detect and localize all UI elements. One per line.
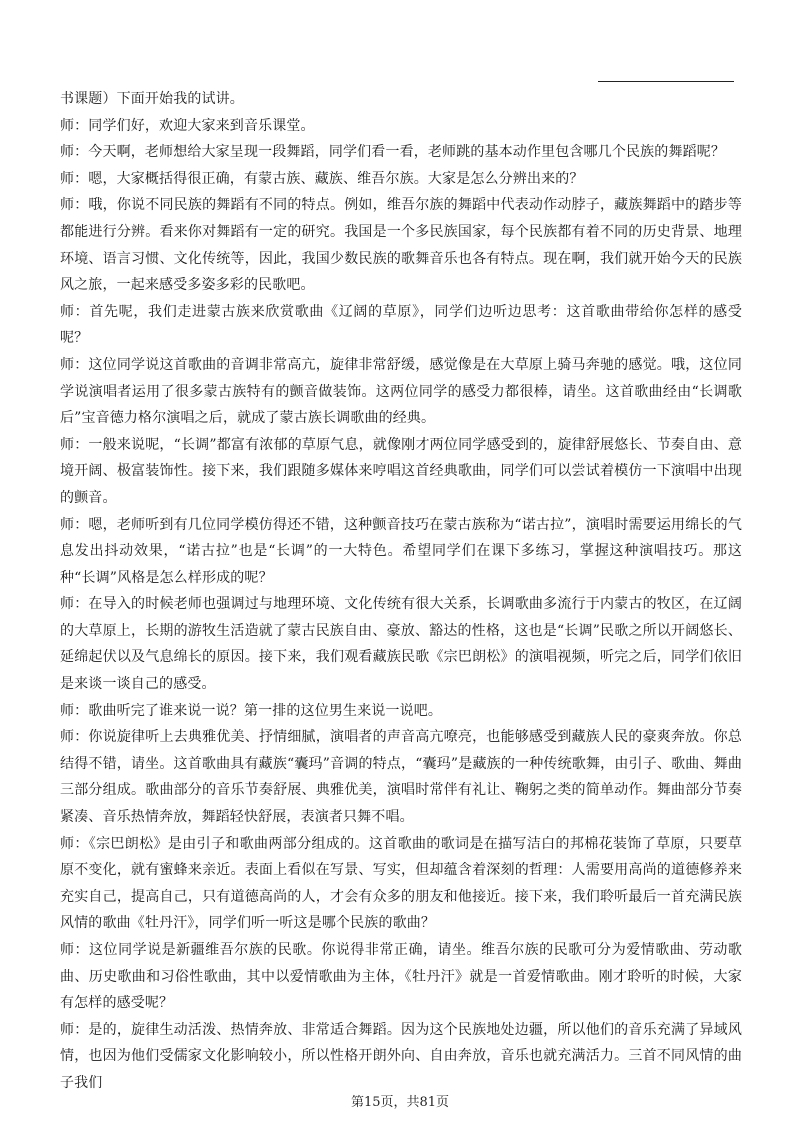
paragraph: 师：是的，旋律生动活泼、热情奔放、非常适合舞蹈。因为这个民族地处边疆，所以他们的音乐充满了异域风情，也因为他们受儒家文化影响较小，所以性格开朗外向、自由奔放，音乐也就充满活力。三首不同风情的曲子我们 (60, 1021, 742, 1091)
paragraph: 师：你说旋律听上去典雅优美、抒情细腻，演唱者的声音高亢嘹亮，也能够感受到藏族人民的豪爽奔放。你总结得不错，请坐。这首歌曲具有藏族“囊玛”音调的特点，“囊玛”是藏族的一种传统歌舞，由引子、歌曲、舞曲三部分组成。歌曲部分的音乐节奏舒展、典雅优美，演唱时常伴有礼让、鞠躬之类的简单动作。舞曲部分节奏紧凑、音乐热情奔放，舞蹈轻快舒展，表演者只舞不唱。 (60, 729, 742, 826)
document-body (60, 86, 742, 1097)
paragraph: 师：嗯，大家概括得很正确，有蒙古族、藏族、维吾尔族。大家是怎么分辨出来的？ (60, 170, 584, 187)
header-rule (598, 81, 734, 82)
paragraph: 师：一般来说呢，“长调”都富有浓郁的草原气息，就像刚才两位同学感受到的，旋律舒展悠长、节奏自由、意境开阔、极富装饰性。接下来，我们跟随多媒体来哼唱这首经典歌曲，同学们可以尝试着模仿一下演唱中出现的颤音。 (60, 436, 742, 506)
paragraph: 师：今天啊，老师想给大家呈现一段舞蹈，同学们看一看，老师跳的基本动作里包含哪几个民族的舞蹈呢？ (60, 144, 726, 161)
paragraph: 师：这位同学说这首歌曲的音调非常高亢，旋律非常舒缓，感觉像是在大草原上骑马奔驰的感觉。哦，这位同学说演唱者运用了很多蒙古族特有的颤音做装饰。这两位同学的感受力都很棒，请坐。这首歌曲经由“长调歌后”宝音德力格尔演唱之后，就成了蒙古族长调歌曲的经典。 (60, 356, 742, 427)
page-number-footer: 第15页，共81页 (350, 1095, 450, 1110)
paragraph: 师：首先呢，我们走进蒙古族来欣赏歌曲《辽阔的草原》，同学们边听边思考：这首歌曲带给你怎样的感受呢？ (60, 303, 742, 347)
paragraph: 师：哦，你说不同民族的舞蹈有不同的特点。例如，维吾尔族的舞蹈中代表动作动脖子，藏族舞蹈中的踏步等都能进行分辨。看来你对舞蹈有一定的研究。我国是一个多民族国家，每个民族都有着不同的历史背景、地理环境、语言习惯、文化传统等，因此，我国少数民族的歌舞音乐也各有特点。现在啊，我们就开始今天的民族风之旅，一起来感受多姿多彩的民歌吧。 (60, 197, 742, 294)
paragraph: 师：这位同学说是新疆维吾尔族的民歌。你说得非常正确，请坐。维吾尔族的民歌可分为爱情歌曲、劳动歌曲、历史歌曲和习俗性歌曲，其中以爱情歌曲为主体，《牡丹汗》就是一首爱情歌曲。刚才聆听的时候，大家有怎样的感受呢？ (60, 942, 742, 1012)
paragraph: 师：《宗巴朗松》是由引子和歌曲两部分组成的。这首歌曲的歌词是在描写洁白的邦棉花装饰了草原，只要草原不变化，就有蜜蜂来亲近。表面上看似在写景、写实，但却蕴含着深刻的哲理：人需要用高尚的道德修养来充实自己，提高自己，只有道德高尚的人，才会有众多的朋友和他接近。接下来，我们聆听最后一首充满民族风情的歌曲《牡丹汗》，同学们听一听这是哪个民族的歌曲？ (60, 835, 742, 932)
paragraph: 师：嗯，老师听到有几位同学模仿得还不错，这种颤音技巧在蒙古族称为“诺古拉”，演唱时需要运用绵长的气息发出抖动效果，“诺古拉”也是“长调”的一大特色。希望同学们在课下多练习，掌握这种演唱技巧。那这种“长调”风格是怎么样形成的呢？ (60, 516, 742, 586)
paragraph: 师：同学们好，欢迎大家来到音乐课堂。 (60, 117, 315, 134)
paragraph: 师：歌曲听完了谁来说一说？第一排的这位男生来说一说吧。 (60, 702, 443, 719)
paragraph: 师：在导入的时候老师也强调过与地理环境、文化传统有很大关系，长调歌曲多流行于内蒙古的牧区，在辽阔的大草原上，长期的游牧生活造就了蒙古民族自由、豪放、豁达的性格，这也是“长调”民歌之所以开阔悠长、延绵起伏以及气息绵长的原因。接下来，我们观看藏族民歌《宗巴朗松》的演唱视频，听完之后，同学们依旧是来谈一谈自己的感受。 (60, 596, 742, 693)
paragraph: 书课题）下面开始我的试讲。 (60, 91, 244, 107)
